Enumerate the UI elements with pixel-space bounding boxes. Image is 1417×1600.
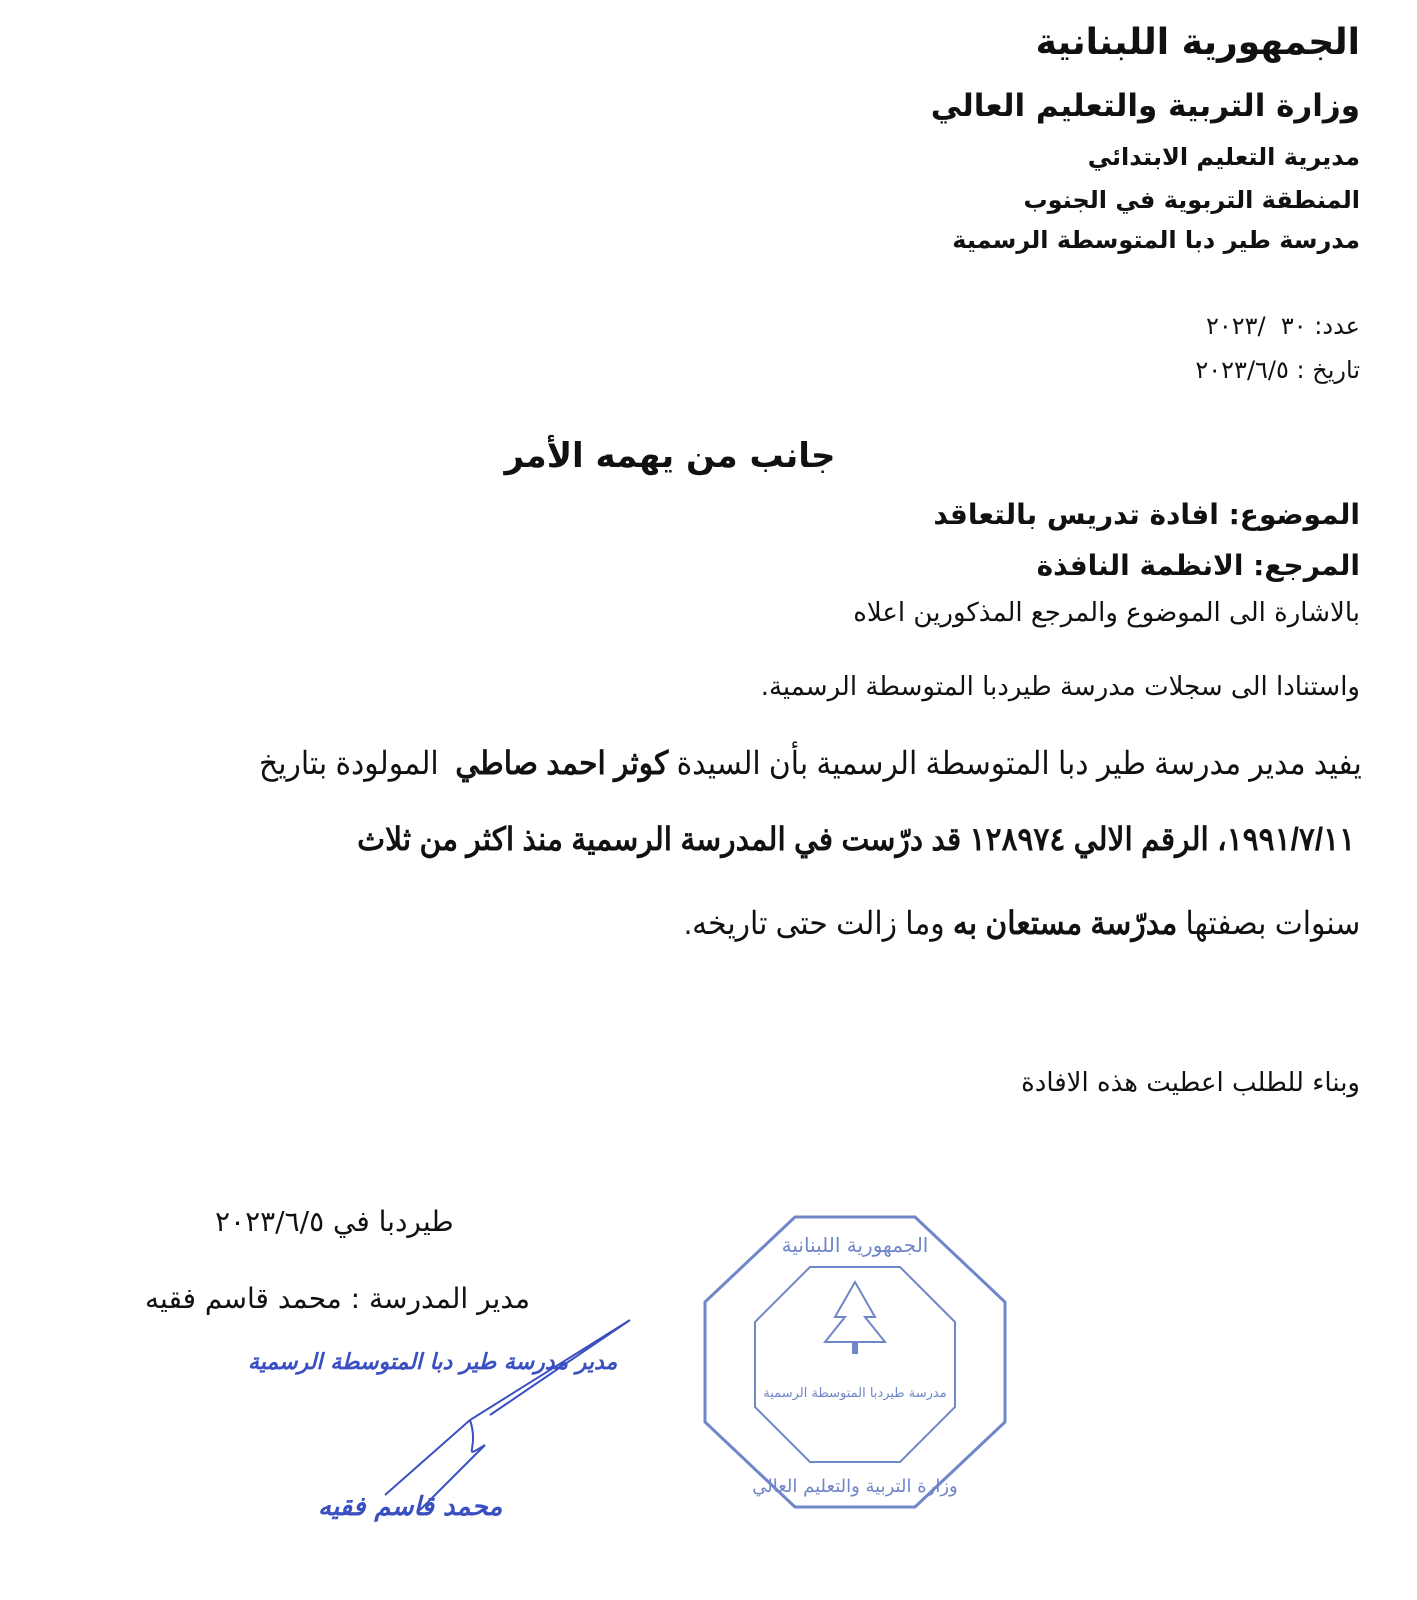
subject-line: الموضوع: افادة تدريس بالتعاقد	[933, 498, 1360, 531]
stamp-outer-top: الجمهورية اللبنانية	[781, 1233, 929, 1257]
directorate-heading: مديرية التعليم الابتدائي	[1087, 143, 1360, 171]
region-heading: المنطقة التربوية في الجنوب	[1023, 186, 1360, 214]
document-date: تاريخ : ٢٠٢٣/٦/٥	[1195, 356, 1360, 384]
school-heading: مدرسة طير دبا المتوسطة الرسمية	[952, 226, 1360, 254]
reference-line: المرجع: الانظمة النافذة	[1036, 549, 1360, 582]
stamp-outer-bottom: وزارة التربية والتعليم العالي	[752, 1476, 958, 1497]
stamp-inner: مدرسة طيردبا المتوسطة الرسمية	[763, 1386, 947, 1401]
document-number: عدد: ٣٠ /٢٠٢٣	[1205, 312, 1360, 340]
signature-stamp-title: مدير مدرسة طير دبا المتوسطة الرسمية	[248, 1350, 618, 1375]
letter-title: جانب من يهمه الأمر	[504, 436, 836, 476]
republic-heading: الجمهورية اللبنانية	[1035, 22, 1360, 63]
handwritten-signature	[290, 1310, 650, 1530]
body-line-5: سنوات بصفتها مدرّسة مستعان به وما زالت حتى تاريخه.	[683, 905, 1360, 941]
director-name: مدير المدرسة : محمد قاسم فقيه	[145, 1282, 531, 1315]
body-line-1: بالاشارة الى الموضوع والمرجع المذكورين اعلاه	[853, 598, 1360, 628]
closing-line: وبناء للطلب اعطيت هذه الافادة	[1021, 1068, 1360, 1098]
place-date: طيردبا في ٢٠٢٣/٦/٥	[215, 1205, 454, 1238]
body-line-2: واستنادا الى سجلات مدرسة طيردبا المتوسطة الرسمية.	[760, 672, 1360, 702]
official-stamp	[700, 1212, 1010, 1512]
body-line-4: ١٩٩١/٧/١١، الرقم الالي ١٢٨٩٧٤ قد درّست في المدرسة الرسمية منذ اكثر من ثلاث	[356, 821, 1355, 857]
cedar-icon	[825, 1282, 885, 1342]
signature-stamp-name: محمد قاسم فقيه	[318, 1492, 503, 1522]
ministry-heading: وزارة التربية والتعليم العالي	[930, 88, 1360, 124]
body-line-3: يفيد مدير مدرسة طير دبا المتوسطة الرسمية بأن السيدة كوثر احمد صاطي المولودة بتاريخ	[259, 745, 1362, 781]
